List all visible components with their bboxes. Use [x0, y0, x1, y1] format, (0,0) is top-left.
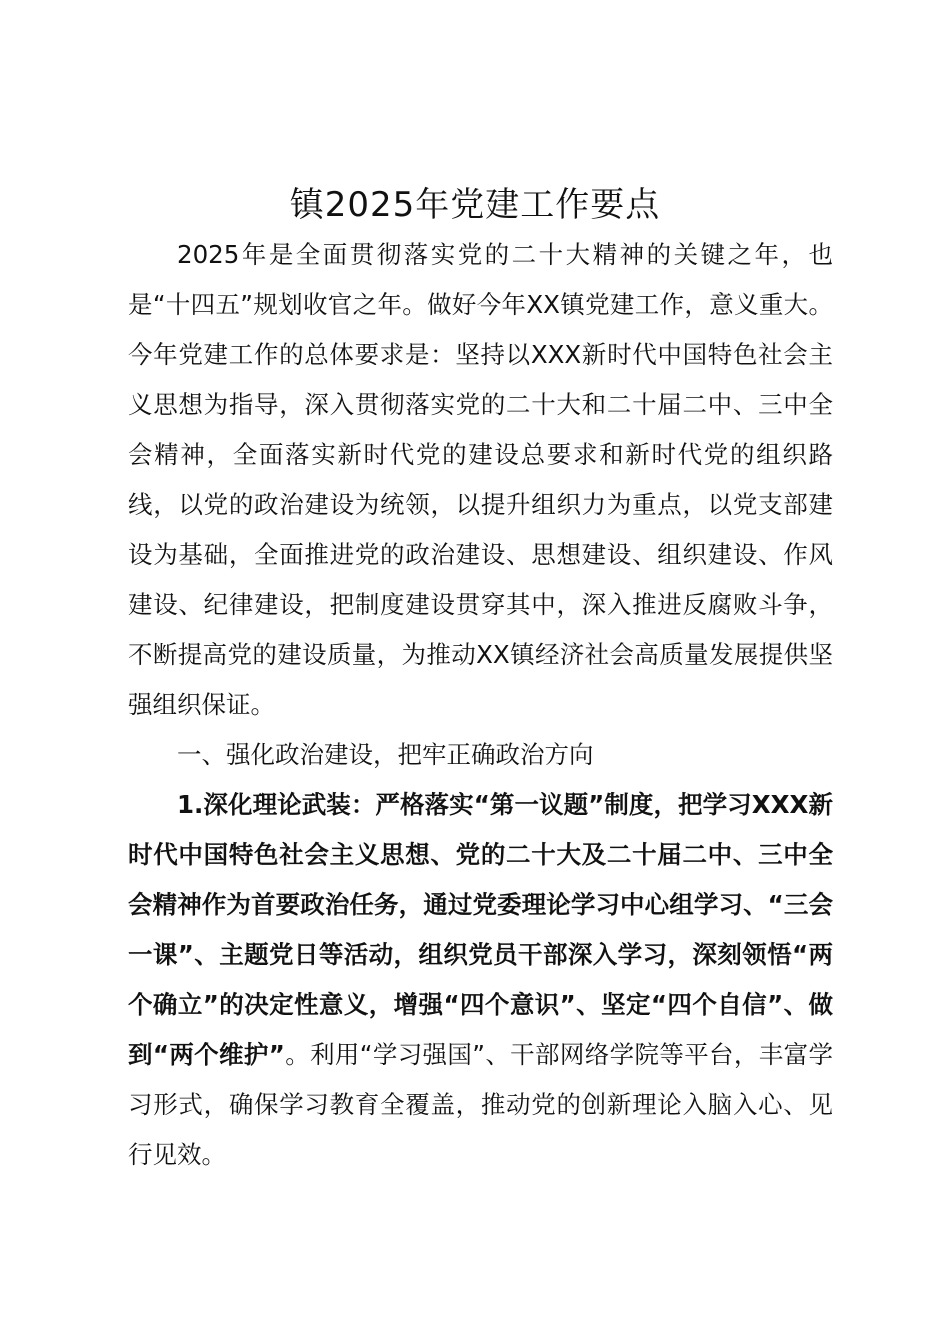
item-1-bold-text: 1.深化理论武装：严格落实“第一议题”制度，把学习XXX新时代中国特色社会主义思想、党的二十大及二十届二中、三中全会精神作为首要政治任务，通过党委理论学习中心组学习、“三会一课”、主题党日等活动，组织党员干部深入学习，深刻领悟“两个确立”的决定性意义，增强“四个意识”、坚定“四个自信”、做到“两个维护”	[128, 790, 833, 1069]
section-heading-1: 一、强化政治建设，把牢正确政治方向	[177, 740, 594, 769]
section-1-item-1	[128, 780, 833, 1180]
document-body	[128, 230, 833, 1180]
intro-paragraph: 2025年是全面贯彻落实党的二十大精神的关键之年，也是“十四五”规划收官之年。做好今年XX镇党建工作，意义重大。今年党建工作的总体要求是：坚持以XXX新时代中国特色社会主义思想为指导，深入贯彻落实党的二十大和二十届二中、三中全会精神，全面落实新时代党的建设总要求和新时代党的组织路线，以党的政治建设为统领，以提升组织力为重点，以党支部建设为基础，全面推进党的政治建设、思想建设、组织建设、作风建设、纪律建设，把制度建设贯穿其中，深入推进反腐败斗争，不断提高党的建设质量，为推动XX镇经济社会高质量发展提供坚强组织保证。	[128, 240, 833, 719]
document-title: 镇2025年党建工作要点	[289, 185, 661, 225]
item-1-regular-text: 。利用“学习强国”、干部网络学院等平台，丰富学习形式，确保学习教育全覆盖，推动党的创新理论入脑入心、见行见效。	[128, 1040, 833, 1169]
